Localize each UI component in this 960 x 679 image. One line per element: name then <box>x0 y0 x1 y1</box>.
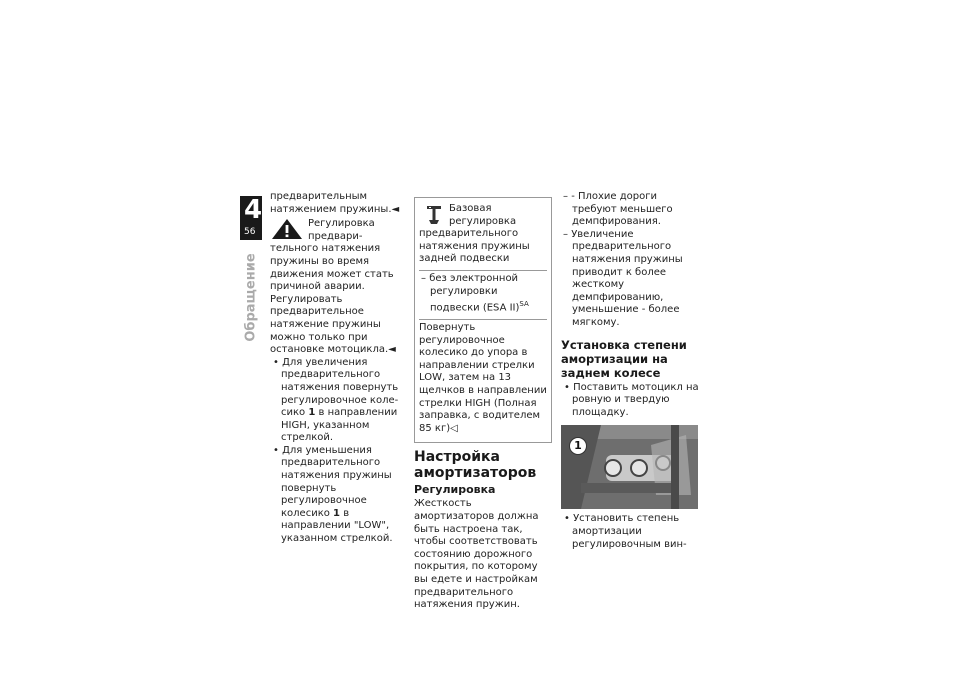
list-item: • Поставить мотоцикл на ровную и твердую площадку. <box>564 381 699 418</box>
list-item-text: в направлении "LOW", указанном стрелкой. <box>281 507 393 545</box>
box-title: Базовая регулировка предварительного натяжения пружины задней подвески <box>419 203 530 265</box>
list-item-text: Для уменьшения предварительного натяжения пружины повернуть регулировочное колесико <box>281 444 392 519</box>
column-1 <box>270 191 405 546</box>
section-heading: Настройка амортизаторов <box>414 449 537 482</box>
column-3 <box>561 191 701 551</box>
box-condition: – без электронной регулировки подвески (ESA II)$^{SA}$ <box>421 272 529 314</box>
dash-text: Увеличение предварительного натяжения пружины приводит к более жесткому демпфированию, уменьшение - более мягкому. <box>571 228 683 328</box>
warning-triangle-icon <box>270 218 304 240</box>
dash-text: - Плохие дороги требуют меньшего демпфирования. <box>571 191 673 228</box>
list-item-text: Для увеличения предварительного натяжения повернуть регулировочное колесико <box>281 356 399 419</box>
box-condition-row <box>419 271 547 320</box>
ref-number: 1 <box>308 407 316 419</box>
section-heading: Установка степени амортизации на заднем колесе <box>561 337 687 380</box>
subheading: Регулировка <box>414 483 496 497</box>
info-box <box>414 197 552 443</box>
box-body-row <box>419 320 547 439</box>
body-text: Жесткость амортизаторов должна быть настроена так, чтобы соответствовать состоянию дорожного покрытия, по которому вы едете и настройкам предварительного натяжения пружин. <box>414 498 539 611</box>
dash-item: – - Плохие дороги требуют меньшего демпфирования. <box>563 191 673 228</box>
column-2 <box>414 197 552 612</box>
list-item: • Установить степень амортизации регулировочным вин- <box>564 513 687 550</box>
list-item-text: Поставить мотоцикл на ровную и твердую площадку. <box>572 381 699 418</box>
callout-marker: 1 <box>569 437 587 455</box>
list-item: • Для уменьшения предварительного натяжения пружины повернуть регулировочное колесико 1 в направлении "LOW", указанном стрелкой. <box>273 444 393 545</box>
warning-text: Регулировка предварительного натяжения пружины во время движения может стать причиной аварии. <box>270 218 394 293</box>
sa-marker: SA <box>519 300 529 309</box>
condition-text: без электронной регулировки подвески (ESA II) <box>429 272 520 314</box>
dash-item: – Увеличение предварительного натяжения пружины приводит к более жесткому демпфированию, уменьшение - более мягкому. <box>563 228 683 328</box>
list-item: • Для увеличения предварительного натяжения повернуть регулировочное колесико 1 в направлении HIGH, указанном стрелкой. <box>273 356 399 444</box>
note-text: Регулировать предварительное натяжение пружины можно только при остановке мотоцикла.◄ <box>270 293 396 356</box>
intro-text: предварительным натяжением пружины.◄ <box>270 191 400 215</box>
wrench-icon <box>425 205 443 225</box>
section-title-vertical <box>236 250 264 360</box>
box-body: Повернуть регулировочное колесико до упора в направлении стрелки LOW, затем на 13 щелчков в направлении стрелки HIGH (Полная заправка, с водителем 85 кг)◁ <box>419 322 547 434</box>
warning-block <box>270 218 405 294</box>
section-title: Обращение <box>243 253 259 342</box>
rear-shock-photo <box>561 425 698 509</box>
page-number: 56 <box>244 227 256 237</box>
ref-number: 1 <box>333 507 341 519</box>
list-item-text: Установить степень амортизации регулировочным вин- <box>572 513 687 550</box>
list-item-text: в направлении HIGH, указанном стрелкой. <box>281 407 398 444</box>
chapter-number: 4 <box>244 195 263 225</box>
box-title-row <box>419 201 547 271</box>
